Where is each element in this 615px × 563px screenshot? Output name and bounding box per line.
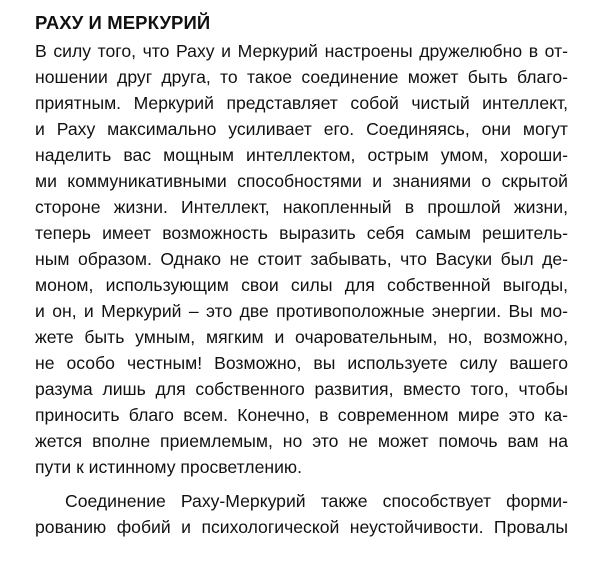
text-line: теперь имеет возможность выразить себя самым решитель-: [35, 223, 568, 243]
text-line: и Раху максимально усиливает его. Соединяясь, они могут: [35, 119, 568, 139]
text-line: не особо честным! Возможно, вы используете силу вашего: [35, 353, 568, 373]
text-line: разума лишь для собственного развития, вместо того, чтобы: [35, 379, 568, 399]
text-line: моном, использующим свои силы для собственной выгоды,: [35, 275, 568, 295]
text-line: ным образом. Однако не стоит забывать, что Васуки был де-: [35, 249, 568, 269]
text-line: жется вполне приемлемым, но это не может помочь вам на: [35, 431, 568, 451]
section-heading: РАХУ И МЕРКУРИЙ: [35, 12, 211, 33]
text-line: ношении друг друга, то такое соединение может быть благо-: [35, 67, 568, 87]
text-line: и он, и Меркурий – это две противоположные энергии. Вы мо-: [35, 301, 568, 321]
text-line: приятным. Меркурий представляет собой чистый интеллект,: [35, 93, 568, 113]
text-line: жете быть умным, мягким и очаровательным, но, возможно,: [35, 327, 568, 347]
text-line: ми коммуникативными способностями и знаниями о скрытой: [35, 171, 568, 191]
text-line: рованию фобий и психологической неустойчивости. Провалы: [35, 517, 568, 537]
text-line: Соединение Раху-Меркурий также способствует форми-: [65, 491, 568, 511]
text-line: В силу того, что Раху и Меркурий настроены дружелюбно в от-: [35, 41, 568, 61]
text-line: приносить благо всем. Конечно, в современном мире это ка-: [35, 405, 568, 425]
text-line: стороне жизни. Интеллект, накопленный в прошлой жизни,: [35, 197, 568, 217]
text-line: пути к истинному просветлению.: [35, 457, 302, 477]
text-line: наделить вас мощным интеллектом, острым умом, хороши-: [35, 145, 568, 165]
